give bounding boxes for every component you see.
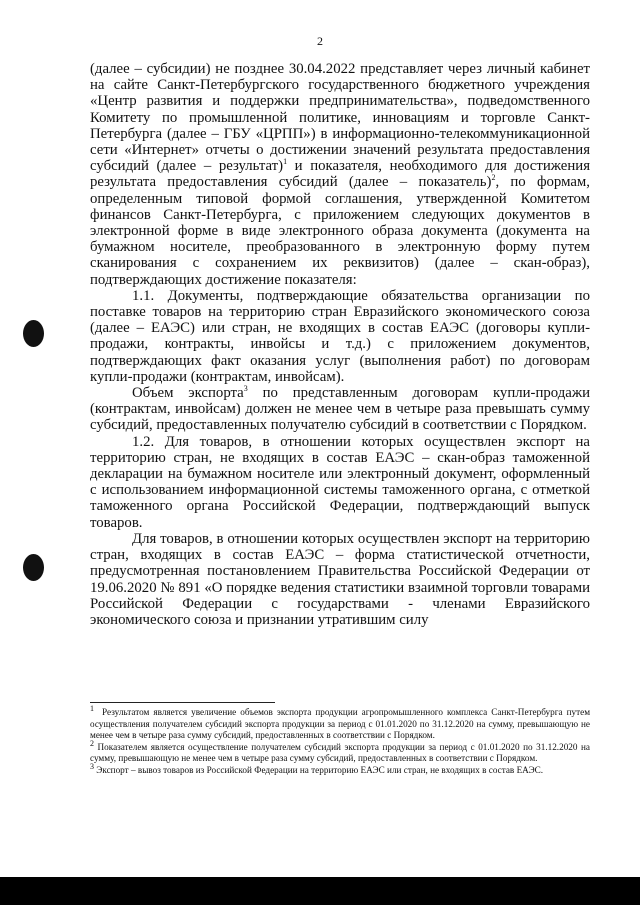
punch-hole-lower <box>23 554 44 581</box>
footnote-2 <box>90 738 591 765</box>
export-start-text: Объем экспорта <box>132 385 244 402</box>
intro-mid-text: и показателя, необходимого для достижения результата предоставления субсидий (далее – показатель) <box>90 158 590 191</box>
footnote-mark-1: 1 <box>90 703 94 713</box>
footnote-separator <box>90 702 275 703</box>
paragraph-eaeu-goods: Для товаров, в отношении которых осуществлен экспорт на территорию стран, входящих в состав ЕАЭС – форма статистической отчетности, предусмотренная постановлением Правительства Российской Федерации от 19.06.2020 № 891 «О порядке ведения статистики взаимной торговли товарами Российской Федерации с государствами - членами Евразийского экономического союза и признании утратившим силу <box>90 530 590 628</box>
footnote-3 <box>90 761 590 777</box>
document-body <box>90 61 590 628</box>
footnote-text-2: Показателем является осуществление получателем субсидий экспорта продукции за период с 01.01.2020 по 31.12.2020 на сумму, превышающую не менее чем в четыре раза сумму субсидий, предоставленных в соответствии с Порядком. <box>90 741 591 764</box>
paragraph-export-volume <box>90 385 590 434</box>
paragraph-item-1-1: 1.1. Документы, подтверждающие обязательства организации по поставке товаров на территорию стран Евразийского экономического союза (далее – ЕАЭС) или стран, не входящих в состав ЕАЭС (договоры купли-продажи, контракты, инвойсы и т.д.) с приложением документов, подтверждающих факт оказания услуг (выполнения работ) по договорам купли-продажи (контрактам, инвойсам). <box>90 287 590 385</box>
punch-hole-upper <box>23 320 44 347</box>
scan-bottom-edge <box>0 877 640 905</box>
footnote-text-3: Экспорт – вывоз товаров из Российской Федерации на территорию ЕАЭС или стран, не входящих в состав ЕАЭС. <box>96 764 544 775</box>
page-number: 2 <box>317 34 323 48</box>
footnote-1 <box>90 703 591 742</box>
paragraph-intro <box>90 61 590 288</box>
footnote-mark-2: 2 <box>90 738 94 748</box>
intro-end-text: , по формам, определенным типовой формой соглашения, утвержденной Комитетом финансов Санкт-Петербурга, с приложением следующих документов в электронной форме в виде электронного образа документа (документа на бумажном носителе, преобразованного в электронную форму путем сканирования с сохранением их реквизитов) (далее – скан-образ), подтверждающих достижение показателя: <box>90 174 590 288</box>
export-end-text: по представленным договорам купли-продажи (контрактам, инвойсам) должен не менее чем в четыре раза превышать сумму субсидий, предоставленных получателю субсидий в соответствии с Порядком. <box>90 385 590 434</box>
footnote-ref-3: 3 <box>243 384 248 394</box>
intro-text: (далее – субсидии) не позднее 30.04.2022 представляет через личный кабинет на сайте Санкт-Петербургского государственного бюджетного учреждения «Центр развития и поддержки предпринимательства», подведомственного Комитету по промышленной политике, инновациям и торговле Санкт-Петербурга (далее – ГБУ «ЦРПП») в информационно-телекоммуникационной сети «Интернет» отчеты о достижении значений результата предоставления субсидий (далее – результат) <box>90 61 590 175</box>
footnote-ref-2: 2 <box>491 173 496 183</box>
footnote-ref-1: 1 <box>283 157 288 167</box>
footnote-text-1: Результатом является увеличение объемов экспорта продукции агропромышленного комплекса Санкт-Петербурга путем осуществления получателем субсидий экспорта продукции за период с 01.01.2020 по 31.12.2020 на сумму, превышающую не менее чем в четыре раза сумму субсидий, предоставленных в соответствии с Порядком. <box>90 707 591 741</box>
footnotes <box>90 703 591 777</box>
paragraph-item-1-2: 1.2. Для товаров, в отношении которых осуществлен экспорт на территорию стран, не входящих в состав ЕАЭС – скан-образ таможенной декларации на бумажном носителе или электронный документ, оформленный с использованием информационной системы таможенного органа, с отметкой таможенного органа Российской Федерации, подтверждающий выпуск товаров. <box>90 433 590 531</box>
footnote-mark-3: 3 <box>90 761 94 771</box>
